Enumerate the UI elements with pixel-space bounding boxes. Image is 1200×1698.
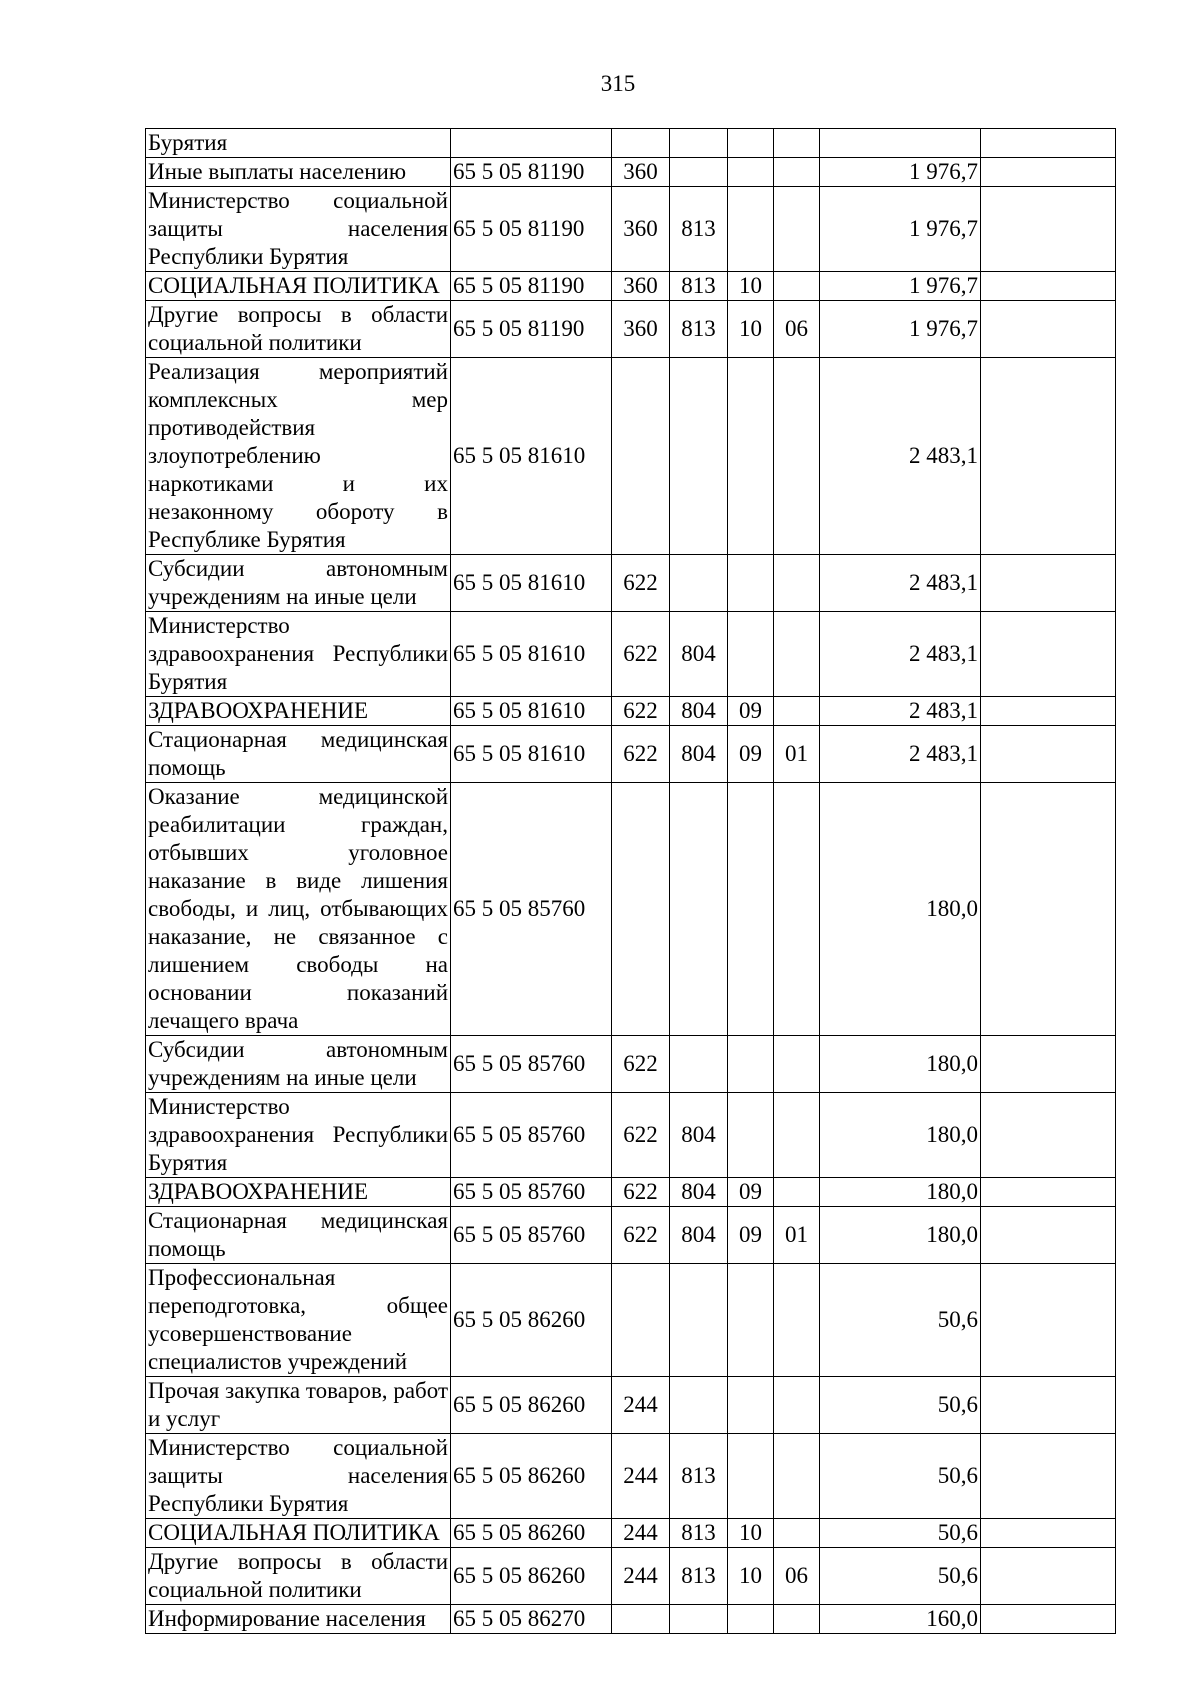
- row-name-cell: Бурятия: [146, 129, 451, 158]
- amount-cell: 2 483,1: [820, 358, 981, 555]
- section-cell: 10: [728, 272, 774, 301]
- empty-cell: [981, 1178, 1116, 1207]
- ministry-code-cell: 813: [670, 1519, 728, 1548]
- table-row: [146, 1377, 1116, 1434]
- row-name-cell: Субсидии автономным учреждениям на иные цели: [146, 1036, 451, 1093]
- ministry-code-cell: 813: [670, 301, 728, 358]
- empty-cell: [981, 1377, 1116, 1434]
- section-cell: 10: [728, 301, 774, 358]
- amount-cell: 180,0: [820, 1093, 981, 1178]
- amount-cell: 180,0: [820, 1178, 981, 1207]
- section-cell: [728, 358, 774, 555]
- amount-cell: 1 976,7: [820, 272, 981, 301]
- table-row: [146, 1605, 1116, 1634]
- table-row: [146, 158, 1116, 187]
- budget-table: [145, 128, 1116, 1634]
- subsection-cell: [774, 1605, 820, 1634]
- section-cell: [728, 1377, 774, 1434]
- row-name-cell: Прочая закупка товаров, работ и услуг: [146, 1377, 451, 1434]
- table-row: [146, 187, 1116, 272]
- amount-cell: 1 976,7: [820, 301, 981, 358]
- section-cell: [728, 1264, 774, 1377]
- subsection-cell: [774, 1093, 820, 1178]
- amount-cell: 180,0: [820, 1207, 981, 1264]
- amount-cell: [820, 129, 981, 158]
- section-cell: 09: [728, 697, 774, 726]
- amount-cell: 50,6: [820, 1377, 981, 1434]
- ministry-code-cell: 804: [670, 612, 728, 697]
- table-row: [146, 129, 1116, 158]
- ministry-code-cell: [670, 358, 728, 555]
- expense-type-cell: 244: [612, 1377, 670, 1434]
- row-name-cell: Субсидии автономным учреждениям на иные цели: [146, 555, 451, 612]
- row-name-cell: Министерство здравоохранения Республики Бурятия: [146, 612, 451, 697]
- empty-cell: [981, 158, 1116, 187]
- subsection-cell: [774, 1519, 820, 1548]
- ministry-code-cell: [670, 1377, 728, 1434]
- empty-cell: [981, 1434, 1116, 1519]
- row-name-cell: ЗДРАВООХРАНЕНИЕ: [146, 1178, 451, 1207]
- empty-cell: [981, 187, 1116, 272]
- target-article-code-cell: 65 5 05 86260: [451, 1377, 612, 1434]
- amount-cell: 2 483,1: [820, 555, 981, 612]
- expense-type-cell: [612, 358, 670, 555]
- table-row: [146, 726, 1116, 783]
- empty-cell: [981, 272, 1116, 301]
- section-cell: 09: [728, 726, 774, 783]
- ministry-code-cell: [670, 129, 728, 158]
- subsection-cell: [774, 1434, 820, 1519]
- empty-cell: [981, 1264, 1116, 1377]
- row-name-cell: Другие вопросы в области социальной политики: [146, 1548, 451, 1605]
- target-article-code-cell: 65 5 05 86260: [451, 1548, 612, 1605]
- ministry-code-cell: [670, 1264, 728, 1377]
- row-name-cell: Иные выплаты населению: [146, 158, 451, 187]
- table-row: [146, 358, 1116, 555]
- row-name-cell: СОЦИАЛЬНАЯ ПОЛИТИКА: [146, 1519, 451, 1548]
- empty-cell: [981, 612, 1116, 697]
- expense-type-cell: 622: [612, 726, 670, 783]
- target-article-code-cell: 65 5 05 86260: [451, 1264, 612, 1377]
- expense-type-cell: 360: [612, 158, 670, 187]
- section-cell: [728, 158, 774, 187]
- expense-type-cell: 244: [612, 1434, 670, 1519]
- empty-cell: [981, 358, 1116, 555]
- section-cell: [728, 1605, 774, 1634]
- target-article-code-cell: 65 5 05 86270: [451, 1605, 612, 1634]
- subsection-cell: 06: [774, 1548, 820, 1605]
- expense-type-cell: 622: [612, 1036, 670, 1093]
- ministry-code-cell: 804: [670, 1178, 728, 1207]
- target-article-code-cell: 65 5 05 81610: [451, 555, 612, 612]
- row-name-cell: Информирование населения: [146, 1605, 451, 1634]
- section-cell: [728, 555, 774, 612]
- row-name-cell: Стационарная медицинская помощь: [146, 1207, 451, 1264]
- expense-type-cell: 244: [612, 1548, 670, 1605]
- section-cell: [728, 1434, 774, 1519]
- target-article-code-cell: 65 5 05 81190: [451, 158, 612, 187]
- section-cell: [728, 1093, 774, 1178]
- target-article-code-cell: 65 5 05 86260: [451, 1519, 612, 1548]
- target-article-code-cell: 65 5 05 86260: [451, 1434, 612, 1519]
- empty-cell: [981, 1519, 1116, 1548]
- subsection-cell: [774, 612, 820, 697]
- target-article-code-cell: 65 5 05 85760: [451, 1093, 612, 1178]
- ministry-code-cell: [670, 1605, 728, 1634]
- empty-cell: [981, 1605, 1116, 1634]
- expense-type-cell: [612, 1264, 670, 1377]
- empty-cell: [981, 1036, 1116, 1093]
- row-name-cell: СОЦИАЛЬНАЯ ПОЛИТИКА: [146, 272, 451, 301]
- subsection-cell: [774, 697, 820, 726]
- table-row: [146, 1036, 1116, 1093]
- target-article-code-cell: 65 5 05 85760: [451, 1207, 612, 1264]
- subsection-cell: [774, 1036, 820, 1093]
- section-cell: 10: [728, 1519, 774, 1548]
- table-row: [146, 1093, 1116, 1178]
- table-row: [146, 1434, 1116, 1519]
- amount-cell: 2 483,1: [820, 612, 981, 697]
- ministry-code-cell: [670, 158, 728, 187]
- row-name-cell: Оказание медицинской реабилитации граждан, отбывших уголовное наказание в виде лишения свободы, и лиц, отбывающих наказание, не связанное с лишением свободы на основании показаний лечащего врача: [146, 783, 451, 1036]
- table-row: [146, 1264, 1116, 1377]
- row-name-cell: Министерство здравоохранения Республики Бурятия: [146, 1093, 451, 1178]
- subsection-cell: [774, 129, 820, 158]
- empty-cell: [981, 783, 1116, 1036]
- row-name-cell: Стационарная медицинская помощь: [146, 726, 451, 783]
- amount-cell: 1 976,7: [820, 158, 981, 187]
- subsection-cell: [774, 1178, 820, 1207]
- expense-type-cell: 622: [612, 1093, 670, 1178]
- table-row: [146, 555, 1116, 612]
- expense-type-cell: 622: [612, 1207, 670, 1264]
- section-cell: [728, 1036, 774, 1093]
- expense-type-cell: 244: [612, 1519, 670, 1548]
- target-article-code-cell: 65 5 05 81190: [451, 301, 612, 358]
- amount-cell: 180,0: [820, 783, 981, 1036]
- expense-type-cell: 360: [612, 301, 670, 358]
- ministry-code-cell: 813: [670, 1434, 728, 1519]
- expense-type-cell: 622: [612, 1178, 670, 1207]
- empty-cell: [981, 1093, 1116, 1178]
- expense-type-cell: [612, 783, 670, 1036]
- target-article-code-cell: [451, 129, 612, 158]
- expense-type-cell: [612, 1605, 670, 1634]
- table-row: [146, 1519, 1116, 1548]
- table-row: [146, 272, 1116, 301]
- ministry-code-cell: [670, 555, 728, 612]
- table-row: [146, 697, 1116, 726]
- amount-cell: 2 483,1: [820, 726, 981, 783]
- ministry-code-cell: 804: [670, 1093, 728, 1178]
- amount-cell: 2 483,1: [820, 697, 981, 726]
- target-article-code-cell: 65 5 05 81610: [451, 612, 612, 697]
- empty-cell: [981, 697, 1116, 726]
- row-name-cell: Реализация мероприятий комплексных мер противодействия злоупотреблению наркотиками и их незаконному обороту в Республике Бурятия: [146, 358, 451, 555]
- target-article-code-cell: 65 5 05 85760: [451, 1178, 612, 1207]
- amount-cell: 50,6: [820, 1519, 981, 1548]
- amount-cell: 50,6: [820, 1264, 981, 1377]
- target-article-code-cell: 65 5 05 81190: [451, 272, 612, 301]
- empty-cell: [981, 301, 1116, 358]
- subsection-cell: [774, 1377, 820, 1434]
- section-cell: 10: [728, 1548, 774, 1605]
- target-article-code-cell: 65 5 05 81610: [451, 697, 612, 726]
- row-name-cell: ЗДРАВООХРАНЕНИЕ: [146, 697, 451, 726]
- empty-cell: [981, 555, 1116, 612]
- row-name-cell: Министерство социальной защиты населения Республики Бурятия: [146, 187, 451, 272]
- section-cell: 09: [728, 1178, 774, 1207]
- subsection-cell: [774, 187, 820, 272]
- row-name-cell: Другие вопросы в области социальной политики: [146, 301, 451, 358]
- subsection-cell: [774, 158, 820, 187]
- page-number: 315: [600, 71, 636, 96]
- section-cell: [728, 187, 774, 272]
- ministry-code-cell: 804: [670, 1207, 728, 1264]
- section-cell: 09: [728, 1207, 774, 1264]
- expense-type-cell: 360: [612, 272, 670, 301]
- table-row: [146, 1178, 1116, 1207]
- target-article-code-cell: 65 5 05 81190: [451, 187, 612, 272]
- expense-type-cell: [612, 129, 670, 158]
- ministry-code-cell: 804: [670, 697, 728, 726]
- table-row: [146, 783, 1116, 1036]
- table-row: [146, 612, 1116, 697]
- amount-cell: 180,0: [820, 1036, 981, 1093]
- expense-type-cell: 360: [612, 187, 670, 272]
- subsection-cell: [774, 272, 820, 301]
- empty-cell: [981, 129, 1116, 158]
- subsection-cell: [774, 555, 820, 612]
- subsection-cell: 01: [774, 726, 820, 783]
- section-cell: [728, 783, 774, 1036]
- row-name-cell: Министерство социальной защиты населения Республики Бурятия: [146, 1434, 451, 1519]
- table-row: [146, 1207, 1116, 1264]
- ministry-code-cell: 813: [670, 1548, 728, 1605]
- expense-type-cell: 622: [612, 612, 670, 697]
- ministry-code-cell: 804: [670, 726, 728, 783]
- table-row: [146, 1548, 1116, 1605]
- row-name-cell: Профессиональная переподготовка, общее усовершенствование специалистов учреждений: [146, 1264, 451, 1377]
- amount-cell: 1 976,7: [820, 187, 981, 272]
- section-cell: [728, 612, 774, 697]
- subsection-cell: [774, 1264, 820, 1377]
- target-article-code-cell: 65 5 05 85760: [451, 783, 612, 1036]
- target-article-code-cell: 65 5 05 81610: [451, 358, 612, 555]
- subsection-cell: [774, 358, 820, 555]
- ministry-code-cell: [670, 1036, 728, 1093]
- section-cell: [728, 129, 774, 158]
- empty-cell: [981, 1548, 1116, 1605]
- expense-type-cell: 622: [612, 697, 670, 726]
- target-article-code-cell: 65 5 05 81610: [451, 726, 612, 783]
- ministry-code-cell: 813: [670, 187, 728, 272]
- empty-cell: [981, 726, 1116, 783]
- subsection-cell: 06: [774, 301, 820, 358]
- amount-cell: 50,6: [820, 1548, 981, 1605]
- subsection-cell: [774, 783, 820, 1036]
- amount-cell: 50,6: [820, 1434, 981, 1519]
- table-row: [146, 301, 1116, 358]
- ministry-code-cell: 813: [670, 272, 728, 301]
- amount-cell: 160,0: [820, 1605, 981, 1634]
- subsection-cell: 01: [774, 1207, 820, 1264]
- empty-cell: [981, 1207, 1116, 1264]
- ministry-code-cell: [670, 783, 728, 1036]
- target-article-code-cell: 65 5 05 85760: [451, 1036, 612, 1093]
- expense-type-cell: 622: [612, 555, 670, 612]
